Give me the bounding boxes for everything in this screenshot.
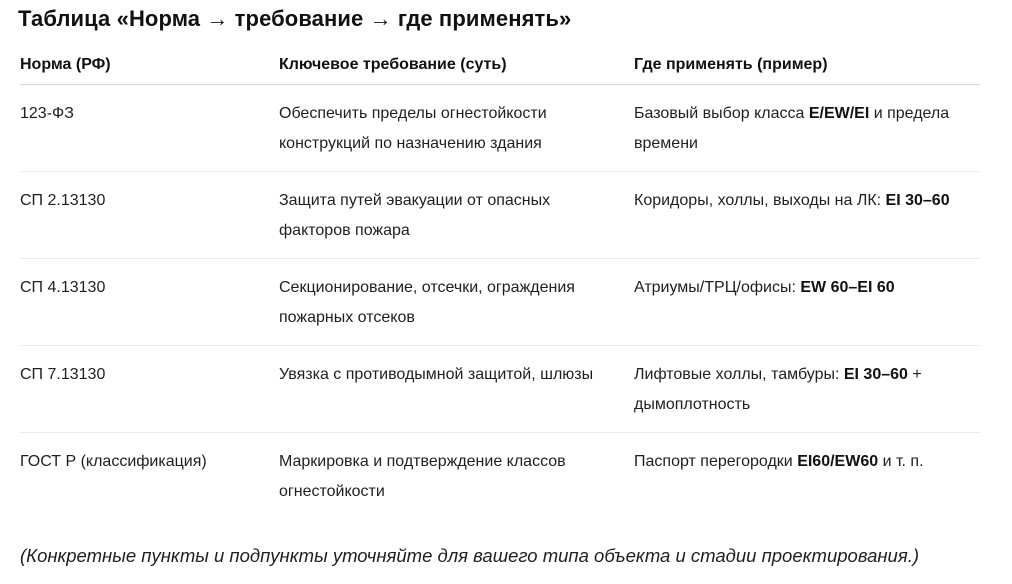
requirement-cell — [279, 259, 634, 346]
column-header-where: Где применять (пример) — [634, 46, 980, 85]
norm-cell — [20, 433, 279, 520]
norms-table — [20, 46, 980, 519]
table-row — [20, 433, 980, 520]
requirement-text: Обеспечить пределы огнестойкости конструкций по назначению здания — [279, 105, 547, 152]
table-row — [20, 259, 980, 346]
class-highlight: E/EW/EI — [808, 105, 870, 122]
requirement-cell — [279, 85, 634, 172]
norm-text: 123-ФЗ — [20, 105, 74, 122]
class-highlight: EI 30–60 — [885, 192, 950, 209]
requirement-cell — [279, 172, 634, 259]
requirement-text: Увязка с противодымной защитой, шлюзы — [279, 366, 594, 383]
where-prefix: Лифтовые холлы, тамбуры: — [634, 366, 844, 383]
norm-cell — [20, 346, 279, 433]
where-cell — [634, 172, 980, 259]
class-highlight: EI 30–60 — [843, 366, 908, 383]
where-suffix: и т. п. — [878, 453, 924, 470]
table-row — [20, 85, 980, 172]
footnote: (Конкретные пункты и подпункты уточняйте для вашего типа объекта и стадии проектирования.) — [20, 545, 920, 566]
where-text — [634, 360, 980, 420]
where-prefix: Атриумы/ТРЦ/офисы: — [634, 279, 801, 296]
where-text — [634, 447, 980, 477]
norm-cell — [20, 259, 279, 346]
where-prefix: Паспорт перегородки — [634, 453, 798, 470]
requirement-text: Защита путей эвакуации от опасных факторов пожара — [279, 192, 551, 239]
norm-cell — [20, 85, 279, 172]
where-cell — [634, 85, 980, 172]
class-highlight: EI60/EW60 — [797, 453, 879, 470]
where-cell — [634, 346, 980, 433]
page-title: Таблица «Норма → требование → где применять» — [18, 6, 572, 31]
norm-text: ГОСТ Р (классификация) — [20, 453, 207, 470]
where-suffix: + дымоплотность — [634, 366, 922, 413]
requirement-text: Маркировка и подтверждение классов огнестойкости — [279, 453, 566, 500]
where-text — [634, 186, 980, 216]
norm-cell — [20, 172, 279, 259]
norm-text: СП 4.13130 — [20, 279, 106, 296]
table-header-row — [20, 46, 980, 85]
requirement-text: Секционирование, отсечки, ограждения пожарных отсеков — [279, 279, 575, 326]
column-header-norm: Норма (РФ) — [20, 46, 279, 85]
where-prefix: Базовый выбор класса — [634, 105, 809, 122]
requirement-cell — [279, 433, 634, 520]
class-highlight: EW 60–EI 60 — [800, 279, 895, 296]
where-prefix: Коридоры, холлы, выходы на ЛК: — [634, 192, 886, 209]
where-cell — [634, 259, 980, 346]
norm-text: СП 2.13130 — [20, 192, 106, 209]
where-cell — [634, 433, 980, 520]
where-text — [634, 99, 980, 159]
where-text — [634, 273, 980, 303]
requirement-cell — [279, 346, 634, 433]
table-row — [20, 346, 980, 433]
where-suffix: и предела времени — [634, 105, 950, 152]
column-header-requirement: Ключевое требование (суть) — [279, 46, 634, 85]
table-row — [20, 172, 980, 259]
norm-text: СП 7.13130 — [20, 366, 106, 383]
